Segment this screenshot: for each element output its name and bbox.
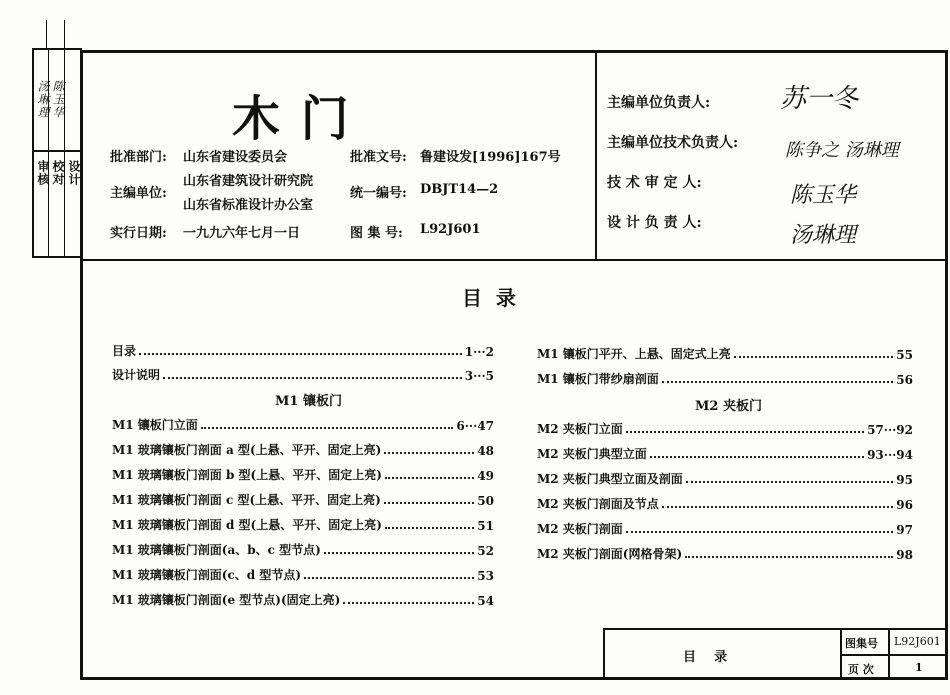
toc-entry-text: M1 镶板门立面 bbox=[112, 418, 198, 432]
toc-entry-page: 1···2 bbox=[464, 345, 494, 359]
toc-entry bbox=[112, 366, 494, 383]
toc-entry bbox=[112, 416, 494, 433]
toc-entry bbox=[537, 445, 913, 462]
editor-line-1: 山东省建筑设计研究院 bbox=[183, 174, 314, 189]
approve-dept-label: 批准部门: bbox=[110, 150, 167, 165]
strip-top-tick bbox=[64, 20, 65, 48]
header-divider bbox=[80, 259, 948, 261]
toc-entry-page: 54 bbox=[477, 594, 494, 608]
page-value: 1 bbox=[915, 661, 923, 674]
toc-entry bbox=[537, 495, 913, 512]
toc-leader bbox=[163, 377, 462, 379]
toc-entry-page: 95 bbox=[896, 473, 913, 487]
title-block-row bbox=[840, 654, 948, 656]
toc-entry-page: 49 bbox=[477, 469, 494, 483]
toc-entry-page: 96 bbox=[896, 498, 913, 512]
toc-leader bbox=[626, 531, 893, 533]
atlas-no-label: 图 集 号: bbox=[350, 226, 403, 241]
toc-entry bbox=[537, 345, 913, 362]
editor-head-label: 主编单位负责人: bbox=[607, 95, 711, 111]
toc-entry-text: M1 玻璃镶板门剖面 c 型(上悬、平开、固定上亮) bbox=[112, 493, 381, 507]
toc-entry-text: M1 玻璃镶板门剖面 a 型(上悬、平开、固定上亮) bbox=[112, 443, 382, 457]
toc-entry-page: 57···92 bbox=[867, 423, 913, 437]
atlas-value: L92J601 bbox=[894, 635, 941, 648]
toc-entry-page: 51 bbox=[477, 519, 494, 533]
toc-entry bbox=[537, 545, 913, 562]
reviewer-signature: 陈玉华 bbox=[790, 183, 857, 208]
tech-head-signature: 陈争之 汤琳理 bbox=[785, 140, 899, 161]
toc-entry bbox=[112, 441, 494, 458]
page-title: 木 门 bbox=[232, 91, 351, 147]
toc-entry-text: M1 玻璃镶板门剖面(a、b、c 型节点) bbox=[112, 543, 321, 557]
editor-label: 主编单位: bbox=[110, 186, 167, 201]
approve-doc: 鲁建设发[1996]167号 bbox=[420, 150, 561, 165]
design-lead-label: 设 计 负 责 人: bbox=[607, 215, 702, 231]
toc-leader bbox=[626, 431, 864, 433]
toc-entry-page: 97 bbox=[896, 523, 913, 537]
design-lead-signature: 汤琳理 bbox=[790, 223, 857, 248]
toc-entry bbox=[537, 370, 913, 387]
toc-entry-text: 目录 bbox=[112, 344, 137, 358]
toc-leader bbox=[650, 456, 864, 458]
toc-entry-page: 50 bbox=[477, 494, 494, 508]
toc-entry-page: 53 bbox=[477, 569, 494, 583]
toc-entry-page: 93···94 bbox=[867, 448, 913, 462]
toc-leader bbox=[139, 353, 462, 355]
toc-entry-page: 98 bbox=[896, 548, 913, 562]
toc-entry-page: 56 bbox=[896, 373, 913, 387]
unified-no: DBJT14—2 bbox=[420, 182, 499, 197]
toc-leader bbox=[384, 452, 474, 454]
toc-entry bbox=[112, 541, 494, 558]
toc-entry-text: M1 玻璃镶板门剖面(e 型节点)(固定上亮) bbox=[112, 593, 341, 607]
toc-entry bbox=[112, 342, 494, 359]
toc-entry bbox=[112, 566, 494, 583]
toc-title: 目 录 bbox=[462, 286, 516, 310]
toc-leader bbox=[304, 577, 474, 579]
toc-entry-page: 6···47 bbox=[456, 419, 494, 433]
toc-entry-page: 55 bbox=[896, 348, 913, 362]
toc-entry-text: M1 玻璃镶板门剖面 d 型(上悬、平开、固定上亮) bbox=[112, 518, 382, 532]
toc-leader bbox=[384, 502, 474, 504]
toc-entry-page: 52 bbox=[477, 544, 494, 558]
approve-doc-label: 批准文号: bbox=[350, 150, 407, 165]
editor-head-signature: 苏一冬 bbox=[780, 84, 859, 114]
toc-entry-text: M2 夹板门典型立面 bbox=[537, 447, 647, 461]
toc-leader bbox=[662, 506, 893, 508]
toc-entry bbox=[537, 470, 913, 487]
toc-entry-text: M2 夹板门立面 bbox=[537, 422, 623, 436]
section-m2: M2 夹板门 bbox=[695, 399, 762, 414]
header-vertical-divider bbox=[595, 52, 597, 260]
page-label: 页 次 bbox=[848, 663, 874, 676]
strip-role-review: 审核 bbox=[36, 160, 50, 186]
title-block-top bbox=[603, 628, 948, 630]
toc-entry-text: 设计说明 bbox=[112, 368, 161, 382]
strip-signature-2: 陈玉华 bbox=[51, 80, 65, 119]
toc-entry bbox=[112, 591, 494, 608]
strip-signature-1: 汤琳理 bbox=[36, 80, 50, 119]
toc-entry bbox=[112, 516, 494, 533]
toc-leader bbox=[385, 477, 474, 479]
toc-leader bbox=[201, 427, 454, 429]
toc-entry-text: M2 夹板门剖面 bbox=[537, 522, 623, 536]
unified-no-label: 统一编号: bbox=[350, 186, 407, 201]
toc-leader bbox=[662, 381, 893, 383]
strip-top-tick bbox=[46, 20, 47, 48]
toc-entry-text: M1 镶板门平开、上悬、固定式上亮 bbox=[537, 347, 731, 361]
atlas-no: L92J601 bbox=[420, 222, 481, 237]
strip-role-design: 设计 bbox=[67, 160, 81, 186]
toc-entry-text: M2 夹板门典型立面及剖面 bbox=[537, 472, 683, 486]
toc-entry bbox=[112, 466, 494, 483]
toc-leader bbox=[734, 356, 893, 358]
toc-leader bbox=[385, 527, 474, 529]
editor-line-2: 山东省标准设计办公室 bbox=[183, 198, 314, 213]
approve-dept: 山东省建设委员会 bbox=[183, 150, 288, 165]
title-block-left bbox=[603, 628, 605, 680]
strip-divider bbox=[34, 150, 80, 152]
reviewer-label: 技 术 审 定 人: bbox=[607, 175, 702, 191]
atlas-label: 图集号 bbox=[845, 637, 878, 650]
toc-entry-text: M1 玻璃镶板门剖面 b 型(上悬、平开、固定上亮) bbox=[112, 468, 382, 482]
toc-leader bbox=[685, 556, 893, 558]
impl-date: 一九九六年七月一日 bbox=[183, 226, 301, 241]
toc-entry-page: 48 bbox=[477, 444, 494, 458]
impl-date-label: 实行日期: bbox=[110, 226, 167, 241]
section-m1: M1 镶板门 bbox=[275, 394, 342, 409]
tech-head-label: 主编单位技术负责人: bbox=[607, 135, 739, 151]
toc-entry-text: M2 夹板门剖面及节点 bbox=[537, 497, 659, 511]
toc-entry-text: M1 镶板门带纱扇剖面 bbox=[537, 372, 659, 386]
toc-entry-page: 3···5 bbox=[464, 369, 494, 383]
toc-leader bbox=[343, 602, 474, 604]
toc-leader bbox=[686, 481, 893, 483]
toc-entry-text: M2 夹板门剖面(网格骨架) bbox=[537, 547, 683, 561]
sheet-title: 目 录 bbox=[683, 650, 728, 665]
signature-strip bbox=[32, 48, 82, 258]
toc-leader bbox=[324, 552, 474, 554]
toc-entry bbox=[537, 420, 913, 437]
toc-entry-text: M1 玻璃镶板门剖面(c、d 型节点) bbox=[112, 568, 302, 582]
strip-role-check: 校对 bbox=[51, 160, 65, 186]
toc-entry bbox=[537, 520, 913, 537]
toc-entry bbox=[112, 491, 494, 508]
